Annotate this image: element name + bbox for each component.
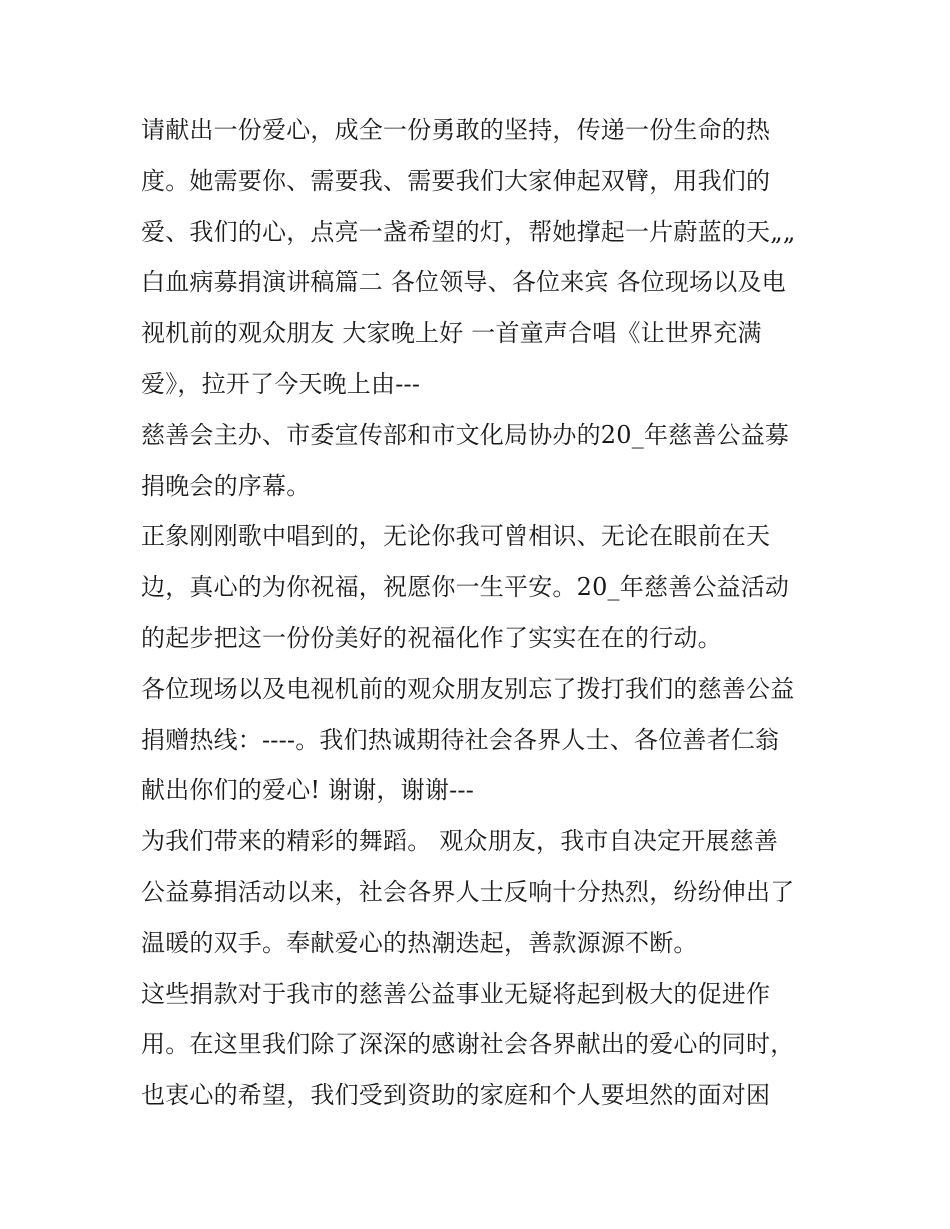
text-line: 白血病募捐演讲稿篇二 各位领导、各位来宾 各位现场以及电 bbox=[141, 268, 786, 297]
text-line: 爱、我们的心，点亮一盏希望的灯，帮她撑起一片蔚蓝的天„„ bbox=[141, 217, 796, 246]
text-line: 这些捐款对于我市的慈善公益事业无疑将起到极大的促进作 bbox=[141, 979, 771, 1008]
text-line: 正象刚刚歌中唱到的，无论你我可曾相识、无论在眼前在天 bbox=[141, 522, 771, 551]
text-line: 慈善会主办、市委宣传部和市文化局协办的20_年慈善公益募 bbox=[141, 420, 790, 449]
text-line: 温暖的双手。奉献爱心的热潮迭起，善款源源不断。 bbox=[141, 928, 698, 957]
text-line: 公益募捐活动以来，社会各界人士反响十分热烈，纷纷伸出了 bbox=[141, 877, 795, 906]
text-line: 也衷心的希望，我们受到资助的家庭和个人要坦然的面对困 bbox=[141, 1081, 771, 1110]
text-line: 边，真心的为你祝福，祝愿你一生平安。20_年慈善公益活动 bbox=[141, 573, 790, 602]
text-line: 度。她需要你、需要我、需要我们大家伸起双臂，用我们的 bbox=[141, 166, 771, 195]
text-line: 献出你们的爱心! 谢谢，谢谢--- bbox=[141, 776, 475, 805]
text-line: 为我们带来的精彩的舞蹈。 观众朋友，我市自决定开展慈善 bbox=[141, 827, 779, 856]
text-line: 捐赠热线：----。我们热诚期待社会各界人士、各位善者仁翁 bbox=[141, 725, 780, 754]
text-line: 捐晚会的序幕。 bbox=[141, 471, 311, 500]
body-text bbox=[141, 105, 831, 1121]
text-line: 视机前的观众朋友 大家晚上好 一首童声合唱《让世界充满 bbox=[141, 319, 762, 348]
text-line: 各位现场以及电视机前的观众朋友别忘了拨打我们的慈善公益 bbox=[141, 674, 795, 703]
text-line: 用。在这里我们除了深深的感谢社会各界献出的爱心的同时， bbox=[141, 1030, 795, 1059]
text-line: 的起步把这一份份美好的祝福化作了实实在在的行动。 bbox=[141, 623, 722, 652]
text-line: 爱》，拉开了今天晚上由--- bbox=[141, 369, 421, 398]
text-line: 请献出一份爱心，成全一份勇敢的坚持，传递一份生命的热 bbox=[141, 116, 771, 144]
